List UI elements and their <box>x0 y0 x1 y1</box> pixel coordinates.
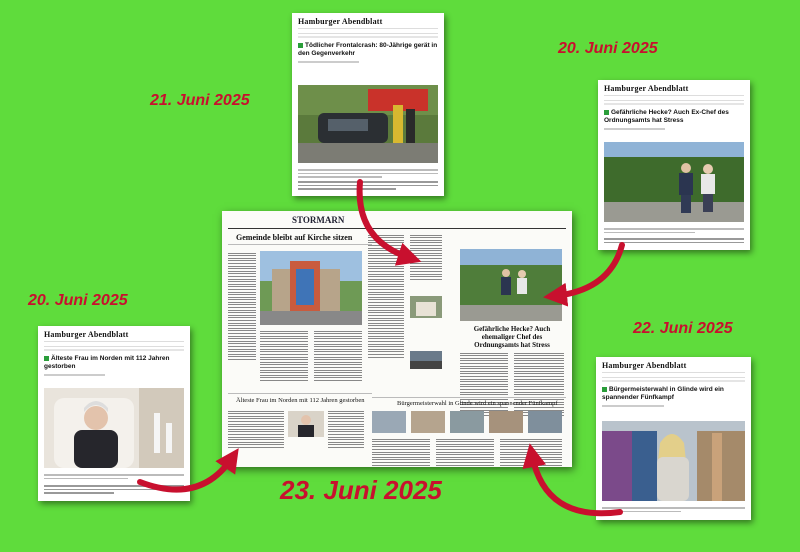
article-headline: Gefährliche Hecke? Auch Ex-Chef des Ordnungsamts hat Stress <box>604 109 729 124</box>
oldest-woman-headline-print: Älteste Frau im Norden mit 112 Jahren gestorben <box>236 397 365 404</box>
date-label-mid-right: 22. Juni 2025 <box>633 320 733 337</box>
main-headline: Gemeinde bleibt auf Kirche sitzen <box>236 233 353 242</box>
article-headline: Älteste Frau im Norden mit 112 Jahren gestorben <box>44 355 170 370</box>
masthead-logo: Hamburger Abendblatt <box>604 84 689 93</box>
arrow-bottomright-to-paper <box>532 455 620 513</box>
date-label-mid-left: 20. Juni 2025 <box>28 292 128 309</box>
arrow-left-to-paper <box>140 458 232 490</box>
hedge-headline-print: Gefährliche Hecke? Auch ehemaliger Chef des Ordnungsamts hat Stress <box>473 325 551 349</box>
date-label-top-left: 21. Juni 2025 <box>150 92 250 109</box>
article-headline: Bürgermeisterwahl in Glinde wird ein spannender Fünfkampf <box>602 386 724 401</box>
arrow-right-to-paper <box>555 245 622 296</box>
article-headline: Tödlicher Frontalcrash: 80-Jährige gerät in den Gegenverkehr <box>298 42 438 57</box>
section-title: STORMARN <box>292 215 345 225</box>
arrow-top-to-paper <box>360 182 410 258</box>
masthead-logo: Hamburger Abendblatt <box>602 361 687 370</box>
date-label-top-right: 20. Juni 2025 <box>558 40 658 57</box>
masthead-logo: Hamburger Abendblatt <box>298 17 383 26</box>
mayor-headline-print: Bürgermeisterwahl in Glinde wird ein spannender Fünfkampf <box>397 400 558 407</box>
date-label-bottom: 23. Juni 2025 <box>280 475 442 505</box>
masthead-logo: Hamburger Abendblatt <box>44 330 129 339</box>
